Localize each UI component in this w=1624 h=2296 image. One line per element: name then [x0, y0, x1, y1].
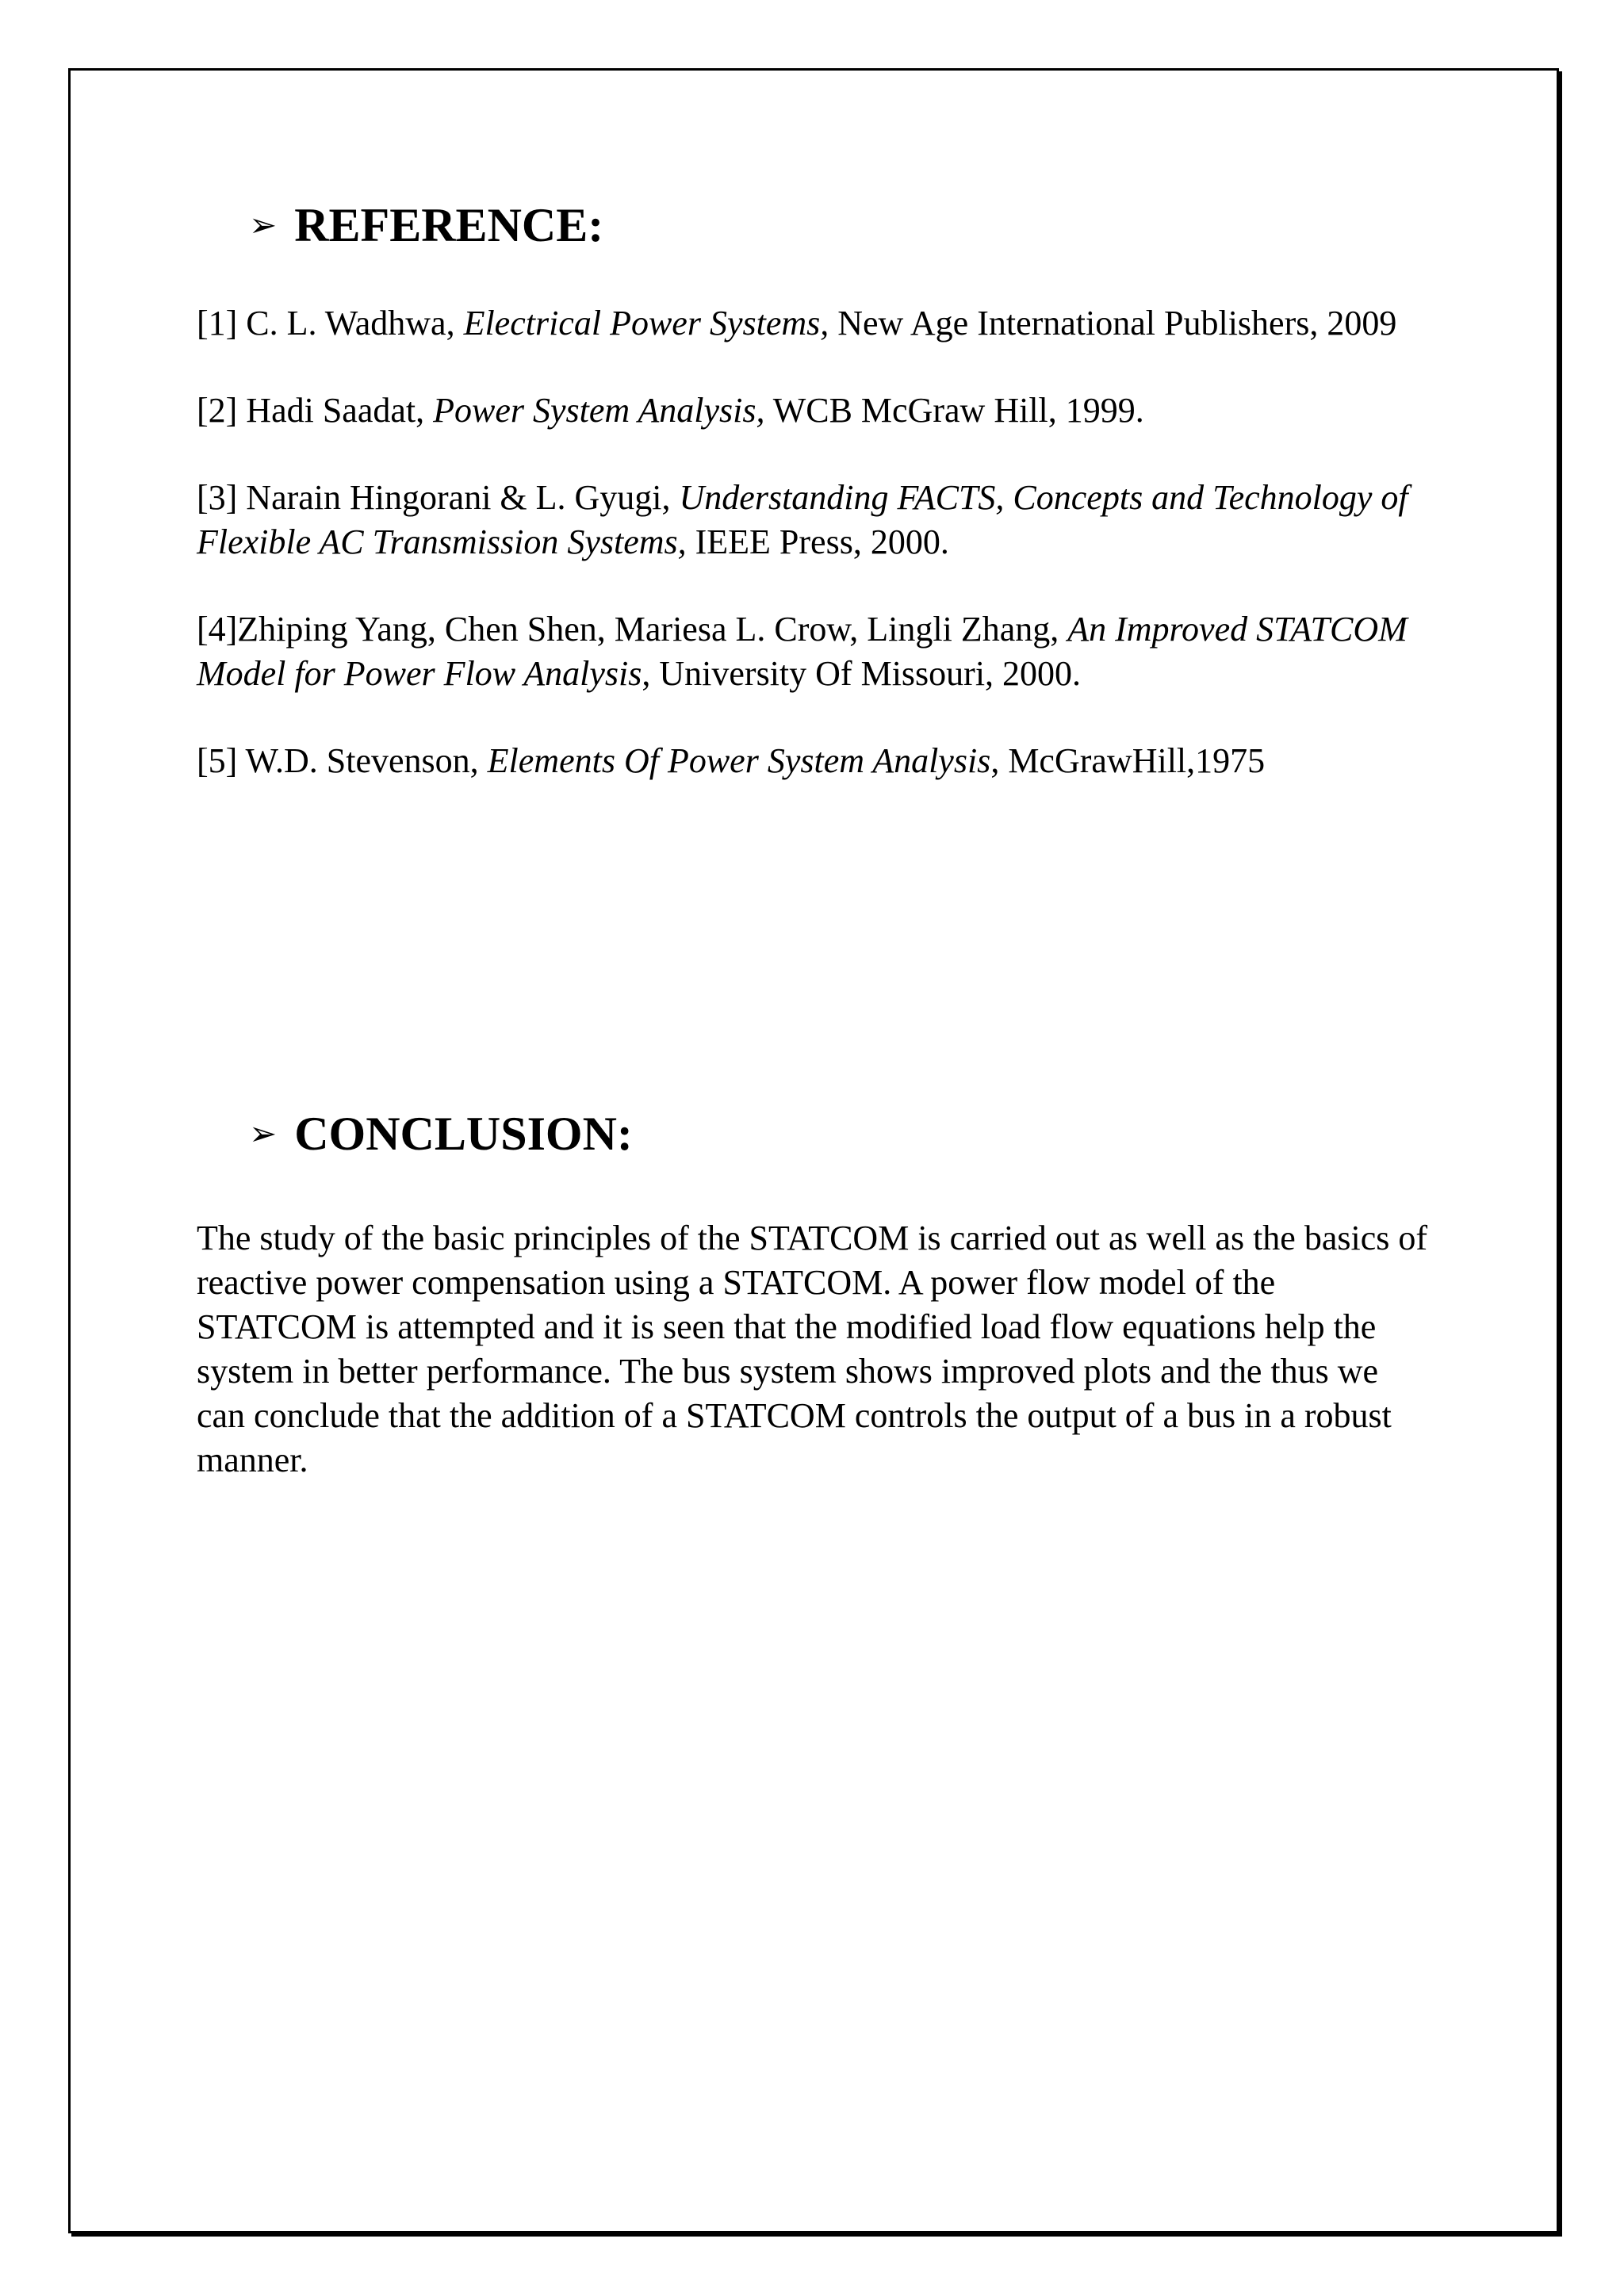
reference-heading-text: REFERENCE:: [294, 199, 604, 251]
conclusion-heading-text: CONCLUSION:: [294, 1108, 633, 1160]
arrow-bullet-icon: ➢: [249, 1114, 278, 1153]
reference-item-5-title: Elements Of Power System Analysis: [487, 741, 991, 780]
arrow-bullet-icon: ➢: [249, 205, 278, 244]
reference-item-3-publisher: IEEE Press, 2000.: [686, 522, 949, 561]
reference-item-1-publisher: New Age International Publishers, 2009: [829, 304, 1397, 342]
reference-item-2-publisher: WCB McGraw Hill, 1999.: [764, 391, 1144, 430]
reference-list: [197, 301, 1434, 826]
reference-heading: [249, 201, 603, 249]
reference-item-3-title: Understanding FACTS, Concepts and Technology of Flexible AC Transmission Systems,: [197, 478, 1408, 561]
reference-item-4-title: An Improved STATCOM Model for Power Flow Analysis: [197, 610, 1408, 693]
reference-item-4: [197, 607, 1434, 696]
reference-item-3: [197, 476, 1434, 564]
reference-item-5: [197, 739, 1434, 783]
reference-item-2: [197, 388, 1434, 433]
reference-item-4-publisher: , University Of Missouri, 2000.: [642, 654, 1082, 693]
reference-item-5-publisher: , McGrawHill,1975: [990, 741, 1266, 780]
conclusion-heading: [249, 1110, 633, 1158]
reference-item-2-authors: [2] Hadi Saadat,: [197, 391, 434, 430]
reference-item-1-authors: [1] C. L. Wadhwa,: [197, 304, 464, 342]
reference-item-2-title: Power System Analysis,: [433, 391, 765, 430]
reference-item-4-authors: [4]Zhiping Yang, Chen Shen, Mariesa L. Crow, Lingli Zhang,: [197, 610, 1068, 649]
reference-item-1: [197, 301, 1434, 346]
conclusion-paragraph: The study of the basic principles of the STATCOM is carried out as well as the basics of reactive power compensation using a STATCOM. A power flow model of the STATCOM is attempted and it is seen that the modified load flow equations help the system in better performance. The bus system shows improved plots and the thus we can conclude that the addition of a STATCOM controls the output of a bus in a robust manner.: [197, 1219, 1428, 1479]
reference-item-5-authors: [5] W.D. Stevenson,: [197, 741, 488, 780]
reference-item-1-title: Electrical Power Systems,: [463, 304, 829, 342]
reference-item-3-authors: [3] Narain Hingorani & L. Gyugi,: [197, 478, 680, 517]
